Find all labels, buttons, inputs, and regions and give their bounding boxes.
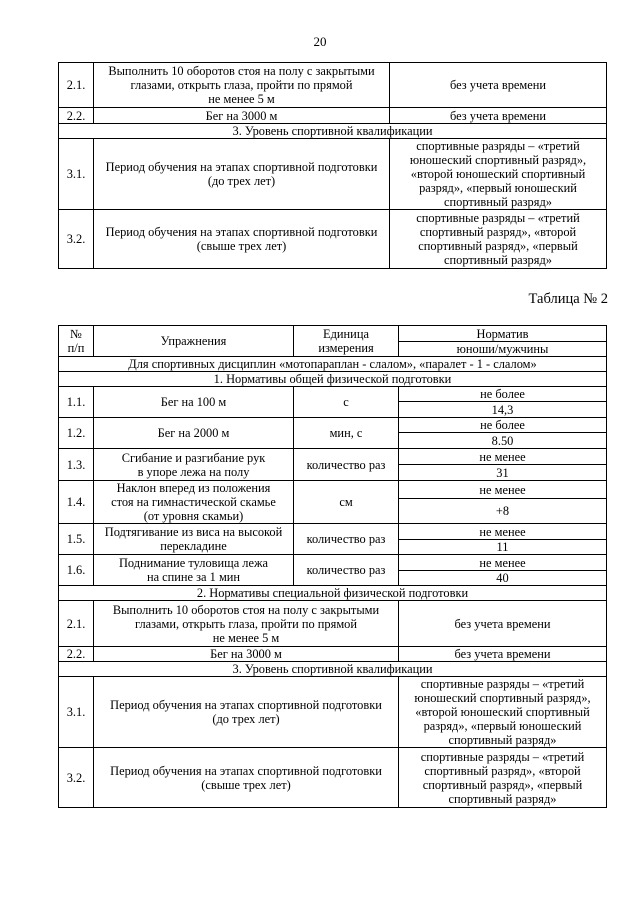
- norm-value: 8.50: [399, 433, 607, 449]
- cell-line: Бег на 3000 м: [205, 108, 278, 123]
- norm-cell: [399, 748, 607, 808]
- section-heading: 2. Нормативы специальной физической подготовки: [59, 586, 607, 601]
- cell-line: «второй юношеский спортивный: [410, 167, 586, 181]
- cell-line: Период обучения на этапах спортивной подготовки: [110, 698, 382, 712]
- row-number: 1.6.: [59, 555, 94, 586]
- exercise-cell: [94, 449, 294, 481]
- cell-line: перекладине: [160, 539, 227, 553]
- table-continuation: [58, 62, 607, 269]
- table-row: [59, 481, 607, 499]
- norm-condition: не менее: [399, 524, 607, 540]
- section-row: [59, 357, 607, 372]
- cell-line: (свыше трех лет): [196, 239, 287, 253]
- cell-line: спортивный разряд», «первый: [422, 777, 583, 792]
- cell-line: спортивные разряды – «третий: [420, 677, 585, 691]
- row-number: 3.2.: [59, 748, 94, 808]
- table-row: [59, 601, 607, 647]
- norm-condition: не более: [399, 387, 607, 402]
- table-row: [59, 139, 607, 210]
- header-gender: юноши/мужчины: [399, 342, 607, 357]
- norm-condition: не менее: [399, 481, 607, 499]
- unit-cell: с: [294, 387, 399, 418]
- cell-line: Подтягивание из виса на высокой: [104, 525, 283, 539]
- row-number: 1.2.: [59, 418, 94, 449]
- table-row: [59, 210, 607, 269]
- exercise-cell: [94, 418, 294, 449]
- page-number: 20: [313, 34, 327, 49]
- cell-line: Период обучения на этапах спортивной подготовки: [110, 763, 382, 778]
- table-row: [59, 387, 607, 402]
- cell-line: №: [70, 327, 82, 341]
- section-heading: 3. Уровень спортивной квалификации: [59, 662, 607, 677]
- row-number: 1.3.: [59, 449, 94, 481]
- cell-line: Период обучения на этапах спортивной подготовки: [105, 160, 378, 174]
- section-row: [59, 372, 607, 387]
- norm-cell: без учета времени: [399, 647, 607, 662]
- cell-line: Бег на 100 м: [160, 395, 227, 409]
- norm-cell: без учета времени: [390, 63, 607, 108]
- cell-line: на спине за 1 мин: [146, 570, 241, 584]
- cell-line: спортивный разряд», «второй: [424, 763, 581, 778]
- norm-cell: [399, 677, 607, 748]
- row-number: 1.5.: [59, 524, 94, 555]
- table-row: [59, 449, 607, 465]
- norm-cell: без учета времени: [390, 108, 607, 124]
- norm-cell: [390, 210, 607, 269]
- exercise-cell: [94, 677, 399, 748]
- header-exercise: Упражнения: [94, 326, 294, 357]
- section-row: [59, 586, 607, 601]
- cell-line: разряд», «первый юношеский: [423, 719, 582, 733]
- header-row: [59, 326, 607, 342]
- exercise-cell: [94, 387, 294, 418]
- cell-line: Выполнить 10 оборотов стоя на полу с закрытыми: [112, 602, 380, 617]
- norm-value: 31: [399, 465, 607, 481]
- unit-cell: мин, с: [294, 418, 399, 449]
- cell-line: Период обучения на этапах спортивной подготовки: [105, 225, 378, 239]
- header-unit: [294, 326, 399, 357]
- cell-line: спортивные разряды – «третий: [416, 139, 580, 153]
- exercise-cell: [94, 139, 390, 210]
- cell-line: Единица: [323, 327, 369, 341]
- table-row: [59, 748, 607, 808]
- row-number: 2.1.: [59, 63, 94, 108]
- row-number: 2.2.: [59, 108, 94, 124]
- cell-line: Поднимание туловища лежа: [118, 556, 269, 570]
- discipline-heading: Для спортивных дисциплин «мотопараплан - слалом», «паралет - 1 - слалом»: [59, 357, 607, 372]
- cell-line: стоя на гимнастической скамье: [111, 495, 276, 509]
- cell-line: (свыше трех лет): [201, 777, 291, 792]
- cell-line: спортивный разряд»: [444, 253, 552, 267]
- row-number: 3.1.: [59, 139, 94, 210]
- cell-line: Наклон вперед из положения: [116, 481, 271, 495]
- exercise-cell: [94, 481, 294, 524]
- row-number: 2.2.: [59, 647, 94, 662]
- cell-line: юношеский спортивный разряд»,: [414, 691, 591, 705]
- table-row: [59, 555, 607, 571]
- table-row: [59, 677, 607, 748]
- unit-cell: количество раз: [294, 449, 399, 481]
- cell-line: спортивный разряд»: [448, 733, 557, 747]
- cell-line: разряд», «первый юношеский: [419, 181, 577, 195]
- table-row: [59, 418, 607, 433]
- unit-cell: количество раз: [294, 555, 399, 586]
- row-number: 1.4.: [59, 481, 94, 524]
- cell-line: спортивные разряды – «третий: [416, 211, 580, 225]
- norm-value: +8: [399, 499, 607, 524]
- cell-line: не менее 5 м: [208, 92, 275, 106]
- cell-line: (от уровня скамьи): [143, 509, 244, 523]
- exercise-cell: [94, 748, 399, 808]
- row-number: 1.1.: [59, 387, 94, 418]
- norm-cell: без учета времени: [399, 601, 607, 647]
- norm-cell: [390, 139, 607, 210]
- section-heading: 3. Уровень спортивной квалификации: [59, 124, 607, 139]
- cell-line: Бег на 2000 м: [157, 426, 230, 440]
- cell-line: глазами, открыть глаза, пройти по прямой: [130, 78, 353, 92]
- cell-line: спортивный разряд», «первый: [418, 239, 578, 253]
- table-row: [59, 524, 607, 540]
- cell-line: измерения: [318, 341, 374, 355]
- header-num: [59, 326, 94, 357]
- row-number: 3.2.: [59, 210, 94, 269]
- exercise-cell: [94, 210, 390, 269]
- unit-cell: количество раз: [294, 524, 399, 555]
- header-norm: Норматив: [399, 326, 607, 342]
- cell-line: Выполнить 10 оборотов стоя на полу с закрытыми: [108, 64, 375, 78]
- section-row: [59, 662, 607, 677]
- section-heading: 1. Нормативы общей физической подготовки: [59, 372, 607, 387]
- norm-condition: не менее: [399, 449, 607, 465]
- table-row: [59, 63, 607, 108]
- unit-cell: см: [294, 481, 399, 524]
- exercise-cell: [94, 555, 294, 586]
- cell-line: спортивный разряд», «второй: [419, 225, 577, 239]
- exercise-cell: [94, 524, 294, 555]
- norm-condition: не менее: [399, 555, 607, 571]
- norm-condition: не более: [399, 418, 607, 433]
- table-row: [59, 108, 607, 124]
- cell-line: Сгибание и разгибание рук: [121, 450, 266, 465]
- cell-line: глазами, открыть глаза, пройти по прямой: [135, 616, 357, 631]
- norm-value: 11: [399, 540, 607, 555]
- norm-value: 14,3: [399, 402, 607, 418]
- cell-line: в упоре лежа на полу: [137, 464, 250, 479]
- section-row: [59, 124, 607, 139]
- row-number: 2.1.: [59, 601, 94, 647]
- cell-line: спортивный разряд»: [448, 791, 557, 806]
- norm-value: 40: [399, 571, 607, 586]
- cell-line: спортивные разряды – «третий: [420, 749, 585, 764]
- cell-line: юношеский спортивный разряд»,: [409, 153, 587, 167]
- table-caption: Таблица № 2: [528, 291, 608, 307]
- cell-line: не менее 5 м: [212, 630, 280, 645]
- cell-line: (до трех лет): [207, 174, 276, 188]
- cell-line: п/п: [67, 341, 85, 355]
- cell-line: (до трех лет): [212, 712, 280, 726]
- cell-line: Бег на 3000 м: [210, 647, 282, 661]
- exercise-cell: [94, 601, 399, 647]
- exercise-cell: [94, 63, 390, 108]
- cell-line: «второй юношеский спортивный: [415, 705, 590, 719]
- table-row: [59, 647, 607, 662]
- exercise-cell: [94, 647, 399, 662]
- exercise-cell: [94, 108, 390, 124]
- row-number: 3.1.: [59, 677, 94, 748]
- cell-line: спортивный разряд»: [444, 195, 552, 209]
- table-2: [58, 325, 607, 808]
